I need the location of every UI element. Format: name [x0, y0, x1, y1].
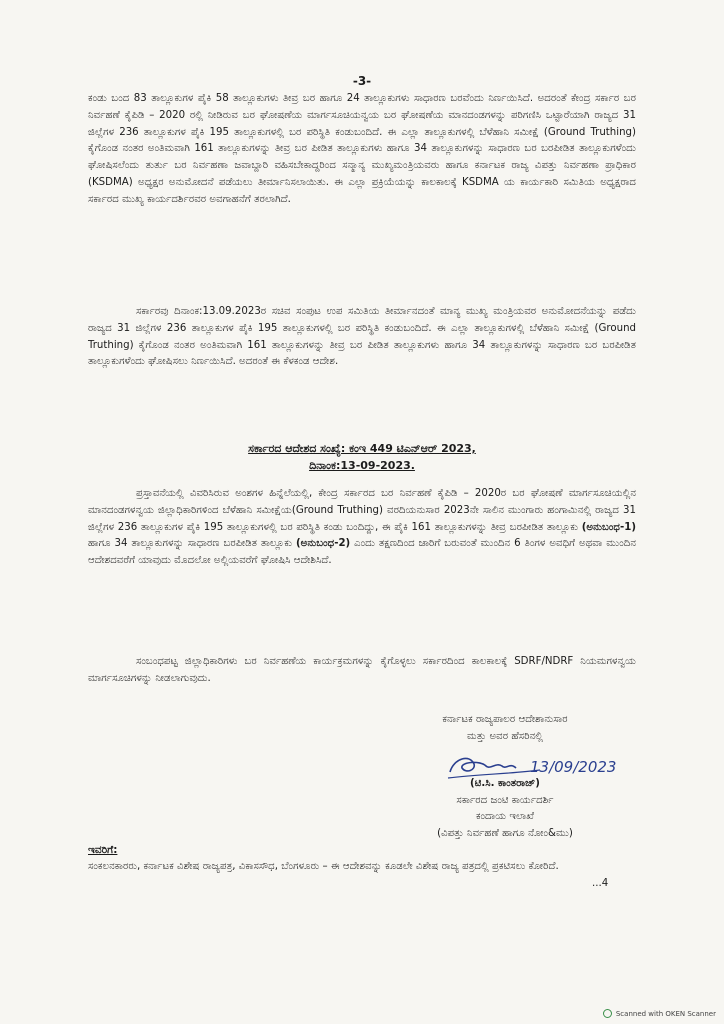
signatory-department: ಕಂದಾಯ ಇಲಾಖೆ [475, 811, 535, 822]
order-heading [88, 440, 636, 474]
order-text-c: ಹಾಗೂ 34 ತಾಲ್ಲೂಕುಗಳನ್ನು ಸಾಧಾರಣ ಬರಪೀಡಿತ ತಾಲ್ಲೂಕು [88, 538, 293, 550]
handwritten-date: 13/09/2023 [530, 758, 617, 776]
scanner-logo-icon [603, 1009, 612, 1018]
paragraph-background: ಕಂಡು ಬಂದ 83 ತಾಲ್ಲೂಕುಗಳ ಪೈಕಿ 58 ತಾಲ್ಲೂಕುಗಳು ತೀವ್ರ ಬರ ಹಾಗೂ 24 ತಾಲ್ಲೂಕುಗಳು ಸಾಧಾರಣ ಬರವೆಂದು ನಿರ್ಣಯಿಸಿದೆ. ಅದರಂತೆ ಕೇಂದ್ರ ಸರ್ಕಾರ ಬರ ನಿರ್ವಹಣೆ ಕೈಪಿಡಿ – 2020 ರಲ್ಲಿ ನೀಡಿರುವ ಬರ ಘೋಷಣೆಯ ಮಾರ್ಗಸೂಚಿಯನ್ವಯ ಬರ ಘೋಷಣೆಯ ಮಾನದಂಡಗಳನ್ನು ಪರಿಗಣಿಸಿ ಒಟ್ಟಾರೆಯಾಗಿ ರಾಜ್ಯದ 31 ಜಿಲ್ಲೆಗಳ 236 ತಾಲ್ಲೂಕುಗಳ ಪೈಕಿ 195 ತಾಲ್ಲೂಕುಗಳಲ್ಲಿ ಬರ ಪರಿಸ್ಥಿತಿ ಕಂಡುಬಂದಿದೆ. ಈ ಎಲ್ಲಾ ತಾಲ್ಲೂಕುಗಳಲ್ಲಿ ಬೆಳೆಹಾನಿ ಸಮೀಕ್ಷೆ (Ground Truthing) ಕೈಗೊಂಡ ನಂತರ ಅಂತಿಮವಾಗಿ 161 ತಾಲ್ಲೂಕುಗಳನ್ನು ತೀವ್ರ ಬರ ಪೀಡಿತ ತಾಲ್ಲೂಕುಗಳು ಹಾಗೂ 34 ತಾಲ್ಲೂಕುಗಳನ್ನು ಸಾಧಾರಣ ಬರ ಬರಪೀಡಿತ ತಾಲ್ಲೂಕುಗಳೆಂದು ಘೋಷಿಸಲೆಂದು ತುರ್ತು ಬರ ನಿರ್ವಹಣಾ ಜವಾಬ್ದಾರಿ ವಹಿಸಬೇಕಾದ್ದರಿಂದ ಸನ್ಮಾನ್ಯ ಮುಖ್ಯಮಂತ್ರಿಯವರು ಹಾಗೂ ಕರ್ನಾಟಕ ರಾಜ್ಯ ವಿಪತ್ತು ನಿರ್ವಹಣಾ ಪ್ರಾಧಿಕಾರ (KSDMA) ಅಧ್ಯಕ್ಷರ ಅನುಮೋದನೆ ಪಡೆಯಲು ತೀರ್ಮಾನಿಸಲಾಯಿತು. ಈ ಎಲ್ಲಾ ಪ್ರಕ್ರಿಯೆಯನ್ನು ಕಾಲಕಾಲಕ್ಕೆ KSDMA ಯ ಕಾರ್ಯಕಾರಿ ಸಮಿತಿಯ ಅಧ್ಯಕ್ಷರಾದ ಸರ್ಕಾರದ ಮುಖ್ಯ ಕಾರ್ಯದರ್ಶಿರವರ ಅವಗಾಹನೆಗೆ ತರಲಾಗಿದೆ. [88, 93, 636, 205]
signatory-name: (ಟಿ.ಸಿ. ಕಾಂತರಾಜ್) [470, 778, 540, 789]
in-name-line: ಮತ್ತು ಅವರ ಹೆಸರಿನಲ್ಲಿ [467, 730, 543, 742]
order-date: ದಿನಾಂಕ:13-09-2023. [309, 459, 415, 472]
signatory-section: (ವಿಪತ್ತು ನಿರ್ವಹಣೆ ಹಾಗೂ ನೋಂ&ಮು) [437, 827, 573, 839]
page-number: -3- [352, 74, 372, 88]
order-number: ಸರ್ಕಾರದ ಆದೇಶದ ಸಂಖ್ಯೆ: ಕಂಇ 449 ಟಿಎನ್‌ಆರ್ 2023, [248, 442, 476, 455]
signatory-designation: ಸರ್ಕಾರದ ಜಂಟಿ ಕಾರ್ಯದರ್ಶಿ [456, 794, 554, 806]
paragraph-order [88, 486, 636, 570]
paragraph-guidelines: ಸಂಬಂಧಪಟ್ಟ ಜಿಲ್ಲಾಧಿಕಾರಿಗಳು ಬರ ನಿರ್ವಹಣೆಯ ಕಾರ್ಯಕ್ರಮಗಳನ್ನು ಕೈಗೊಳ್ಳಲು ಸರ್ಕಾರದಿಂದ ಕಾಲಕಾಲಕ್ಕೆ SDRF/NDRF ನಿಯಮಗಳನ್ವಯ ಮಾರ್ಗಸೂಚಿಗಳನ್ನು ನೀಡಲಾಗುವುದು. [88, 656, 636, 684]
order-text-a: ಪ್ರಸ್ತಾವನೆಯಲ್ಲಿ ವಿವರಿಸಿರುವ ಅಂಶಗಳ ಹಿನ್ನೆಲೆಯಲ್ಲಿ, ಕೇಂದ್ರ ಸರ್ಕಾರದ ಬರ ನಿರ್ವಹಣೆ ಕೈಪಿಡಿ – 2020ರ ಬರ ಘೋಷಣೆ ಮಾರ್ಗಸೂಚಿಯಲ್ಲಿನ ಮಾನದಂಡಗಳನ್ವಯ ಜಿಲ್ಲಾಧಿಕಾರಿಗಳಿಂದ ಬೆಳೆಹಾನಿ ಸಮೀಕ್ಷೆಯ(Ground Truthing) ವರದಿಯನುಸಾರ 2023ನೇ ಸಾಲಿನ ಮುಂಗಾರು ಹಂಗಾಮಿನಲ್ಲಿ ರಾಜ್ಯದ 31 ಜಿಲ್ಲೆಗಳ 236 ತಾಲ್ಲೂಕುಗಳ ಪೈಕಿ 195 ತಾಲ್ಲೂಕುಗಳಲ್ಲಿ ಬರ ಪರಿಸ್ಥಿತಿ ಕಂಡು ಬಂದಿದ್ದು, ಈ ಪೈಕಿ 161 ತಾಲ್ಲೂಕುಗಳನ್ನು ತೀವ್ರ ಬರಪೀಡಿತ ತಾಲ್ಲೂಕು [88, 488, 636, 533]
order-text-d: ಎಂದು ತಕ್ಷಣದಿಂದ ಜಾರಿಗೆ ಬರುವಂತೆ ಮುಂದಿನ 6 ತಿಂಗಳ ಅವಧಿಗೆ ಅಥವಾ ಮುಂದಿನ ಆದೇಶದವರೆಗೆ ಯಾವುದು ಮೊದಲೋ ಅಲ್ಲಿಯವರೆಗೆ ಘೋಷಿಸಿ ಆದೇಶಿಸಿದೆ. [88, 538, 636, 567]
annexure-2-ref: (ಅನುಬಂಧ-2) [295, 538, 351, 550]
cc-title: ಇವರಿಗೆ: [88, 844, 118, 856]
paragraph-government-decision: ಸರ್ಕಾರವು ದಿನಾಂಕ:13.09.2023ರ ಸಚಿವ ಸಂಪುಟ ಉಪ ಸಮಿತಿಯ ತೀರ್ಮಾನದಂತೆ ಮಾನ್ಯ ಮುಖ್ಯ ಮಂತ್ರಿಯವರ ಅನುಮೋದನೆಯನ್ನು ಪಡೆದು ರಾಜ್ಯದ 31 ಜಿಲ್ಲೆಗಳ 236 ತಾಲ್ಲೂಕುಗಳ ಪೈಕಿ 195 ತಾಲ್ಲೂಕುಗಳಲ್ಲಿ ಬರ ಪರಿಸ್ಥಿತಿ ಕಂಡುಬಂದಿದೆ. ಈ ಎಲ್ಲಾ ತಾಲ್ಲೂಕುಗಳಲ್ಲಿ ಬೆಳೆಹಾನಿ ಸಮೀಕ್ಷೆ (Ground Truthing) ಕೈಗೊಂಡ ನಂತರ ಅಂತಿಮವಾಗಿ 161 ತಾಲ್ಲೂಕುಗಳನ್ನು ತೀವ್ರ ಬರ ಪೀಡಿತ ತಾಲ್ಲೂಕುಗಳು ಹಾಗೂ 34 ತಾಲ್ಲೂಕುಗಳನ್ನು ಸಾಧಾರಣ ಬರ ಬರಪೀಡಿತ ತಾಲ್ಲೂಕುಗಳೆಂದು ಘೋಷಿಸಲು ನಿರ್ಣಯಿಸಿದೆ. ಅದರಂತೆ ಈ ಕೆಳಕಂಡ ಆದೇಶ. [88, 306, 636, 368]
governor-order-line: ಕರ್ನಾಟಕ ರಾಜ್ಯಪಾಲರ ಆದೇಶಾನುಸಾರ [442, 714, 568, 725]
next-page-marker: ...4 [592, 878, 609, 889]
signatory-details [350, 776, 660, 842]
annexure-1-ref: (ಅನುಬಂಧ-1) [581, 521, 636, 533]
cc-text: ಸಂಕಲನಕಾರರು, ಕರ್ನಾಟಕ ವಿಶೇಷ ರಾಜ್ಯಪತ್ರ, ವಿಕಾಸಸೌಧ, ಬೆಂಗಳೂರು – ಈ ಆದೇಶವನ್ನು ಕೂಡಲೇ ವಿಶೇಷ ರಾಜ್ಯ ಪತ್ರದಲ್ಲಿ ಪ್ರಕಟಿಸಲು ಕೋರಿದೆ. [88, 861, 559, 872]
scanner-watermark [603, 1009, 716, 1018]
scanner-text: Scanned with OKEN Scanner [615, 1009, 716, 1018]
